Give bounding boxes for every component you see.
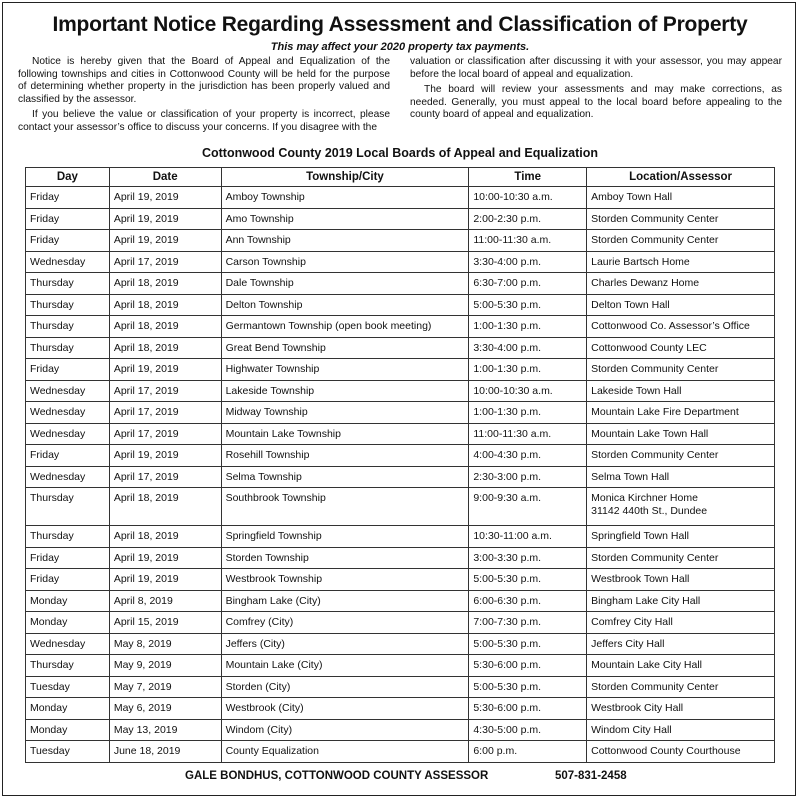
cell-township: Mountain Lake Township	[221, 423, 469, 445]
cell-time: 5:00-5:30 p.m.	[469, 294, 587, 316]
cell-date: May 7, 2019	[109, 676, 221, 698]
cell-date: April 15, 2019	[109, 612, 221, 634]
cell-location: Amboy Town Hall	[587, 187, 775, 209]
cell-township: Lakeside Township	[221, 380, 469, 402]
table-row	[26, 676, 775, 698]
cell-township: Jeffers (City)	[221, 633, 469, 655]
cell-township: Selma Township	[221, 466, 469, 488]
cell-day: Wednesday	[26, 251, 110, 273]
cell-location: Delton Town Hall	[587, 294, 775, 316]
cell-township: Rosehill Township	[221, 445, 469, 467]
cell-date: April 17, 2019	[109, 466, 221, 488]
cell-township: Storden (City)	[221, 676, 469, 698]
cell-location: Jeffers City Hall	[587, 633, 775, 655]
table-row	[26, 488, 775, 526]
cell-day: Wednesday	[26, 466, 110, 488]
table-row	[26, 402, 775, 424]
intro-right-column	[410, 56, 782, 125]
cell-date: April 18, 2019	[109, 526, 221, 548]
cell-date: April 17, 2019	[109, 402, 221, 424]
cell-date: April 8, 2019	[109, 590, 221, 612]
cell-township: Comfrey (City)	[221, 612, 469, 634]
cell-location: Storden Community Center	[587, 208, 775, 230]
cell-day: Tuesday	[26, 741, 110, 763]
cell-location: Cottonwood Co. Assessor’s Office	[587, 316, 775, 338]
table-row	[26, 719, 775, 741]
cell-day: Friday	[26, 230, 110, 252]
cell-location: Laurie Bartsch Home	[587, 251, 775, 273]
table-row	[26, 187, 775, 209]
cell-location: Westbrook Town Hall	[587, 569, 775, 591]
location-address: 31142 440th St., Dundee	[591, 505, 708, 517]
cell-day: Friday	[26, 547, 110, 569]
cell-day: Wednesday	[26, 633, 110, 655]
table-row	[26, 612, 775, 634]
cell-time: 9:00-9:30 a.m.	[469, 488, 587, 526]
cell-time: 11:00-11:30 a.m.	[469, 230, 587, 252]
cell-date: April 17, 2019	[109, 380, 221, 402]
table-row	[26, 423, 775, 445]
cell-location: Mountain Lake Town Hall	[587, 423, 775, 445]
header-time: Time	[469, 168, 587, 187]
cell-date: April 18, 2019	[109, 316, 221, 338]
cell-location: Lakeside Town Hall	[587, 380, 775, 402]
cell-location: Storden Community Center	[587, 676, 775, 698]
cell-location: Mountain Lake City Hall	[587, 655, 775, 677]
cell-time: 5:30-6:00 p.m.	[469, 698, 587, 720]
cell-day: Wednesday	[26, 380, 110, 402]
cell-time: 6:30-7:00 p.m.	[469, 273, 587, 295]
table-row	[26, 337, 775, 359]
cell-date: May 6, 2019	[109, 698, 221, 720]
cell-time: 5:30-6:00 p.m.	[469, 655, 587, 677]
table-row	[26, 316, 775, 338]
cell-day: Thursday	[26, 294, 110, 316]
cell-township: Dale Township	[221, 273, 469, 295]
cell-date: April 18, 2019	[109, 488, 221, 526]
table-row	[26, 230, 775, 252]
cell-day: Monday	[26, 698, 110, 720]
table-row	[26, 698, 775, 720]
cell-day: Thursday	[26, 273, 110, 295]
cell-location: Mountain Lake Fire Department	[587, 402, 775, 424]
cell-location: Springfield Town Hall	[587, 526, 775, 548]
cell-time: 3:30-4:00 p.m.	[469, 337, 587, 359]
cell-township: Midway Township	[221, 402, 469, 424]
cell-township: Westbrook (City)	[221, 698, 469, 720]
cell-date: May 8, 2019	[109, 633, 221, 655]
table-row	[26, 273, 775, 295]
table-row	[26, 526, 775, 548]
cell-day: Monday	[26, 590, 110, 612]
cell-location: Cottonwood County Courthouse	[587, 741, 775, 763]
cell-location: Cottonwood County LEC	[587, 337, 775, 359]
cell-time: 2:00-2:30 p.m.	[469, 208, 587, 230]
cell-time: 6:00-6:30 p.m.	[469, 590, 587, 612]
cell-day: Thursday	[26, 488, 110, 526]
cell-time: 10:00-10:30 a.m.	[469, 187, 587, 209]
cell-township: Highwater Township	[221, 359, 469, 381]
cell-date: June 18, 2019	[109, 741, 221, 763]
cell-time: 1:00-1:30 p.m.	[469, 402, 587, 424]
cell-time: 11:00-11:30 a.m.	[469, 423, 587, 445]
cell-time: 10:30-11:00 a.m.	[469, 526, 587, 548]
table-row	[26, 359, 775, 381]
cell-date: April 19, 2019	[109, 569, 221, 591]
cell-township: Great Bend Township	[221, 337, 469, 359]
cell-township: Germantown Township (open book meeting)	[221, 316, 469, 338]
cell-location: Selma Town Hall	[587, 466, 775, 488]
cell-day: Friday	[26, 569, 110, 591]
cell-day: Thursday	[26, 655, 110, 677]
cell-township: Windom (City)	[221, 719, 469, 741]
cell-day: Friday	[26, 208, 110, 230]
cell-day: Wednesday	[26, 402, 110, 424]
cell-location: Storden Community Center	[587, 445, 775, 467]
cell-township: Ann Township	[221, 230, 469, 252]
cell-date: April 18, 2019	[109, 294, 221, 316]
cell-township: Mountain Lake (City)	[221, 655, 469, 677]
cell-day: Friday	[26, 445, 110, 467]
notice-subtitle: This may affect your 2020 property tax payments.	[270, 41, 530, 53]
cell-township: Carson Township	[221, 251, 469, 273]
table-row	[26, 466, 775, 488]
cell-date: April 19, 2019	[109, 208, 221, 230]
cell-location: Windom City Hall	[587, 719, 775, 741]
cell-time: 6:00 p.m.	[469, 741, 587, 763]
table-row	[26, 547, 775, 569]
cell-location: Westbrook City Hall	[587, 698, 775, 720]
cell-time: 7:00-7:30 p.m.	[469, 612, 587, 634]
table-row	[26, 590, 775, 612]
table-title: Cottonwood County 2019 Local Boards of Appeal and Equalization	[201, 146, 599, 160]
cell-time: 3:30-4:00 p.m.	[469, 251, 587, 273]
cell-location: Comfrey City Hall	[587, 612, 775, 634]
schedule-body	[26, 187, 775, 763]
cell-time: 4:30-5:00 p.m.	[469, 719, 587, 741]
cell-township: Springfield Township	[221, 526, 469, 548]
cell-location	[587, 488, 775, 526]
cell-time: 5:00-5:30 p.m.	[469, 569, 587, 591]
cell-township: Westbrook Township	[221, 569, 469, 591]
table-row	[26, 380, 775, 402]
cell-time: 4:00-4:30 p.m.	[469, 445, 587, 467]
cell-date: May 9, 2019	[109, 655, 221, 677]
cell-location: Storden Community Center	[587, 359, 775, 381]
cell-date: April 19, 2019	[109, 359, 221, 381]
cell-township: Storden Township	[221, 547, 469, 569]
header-location: Location/Assessor	[587, 168, 775, 187]
cell-time: 10:00-10:30 a.m.	[469, 380, 587, 402]
intro-paragraph: If you believe the value or classification of your property is incorrect, please contact your assessor’s office to discuss your concerns. If you disagree with the	[18, 109, 390, 133]
cell-date: April 18, 2019	[109, 337, 221, 359]
cell-location: Charles Dewanz Home	[587, 273, 775, 295]
intro-left-column	[18, 56, 390, 138]
cell-time: 2:30-3:00 p.m.	[469, 466, 587, 488]
cell-day: Monday	[26, 612, 110, 634]
cell-date: April 19, 2019	[109, 547, 221, 569]
assessor-phone: 507-831-2458	[555, 770, 627, 782]
cell-time: 1:00-1:30 p.m.	[469, 316, 587, 338]
location-name: Monica Kirchner Home	[591, 492, 698, 504]
header-day: Day	[26, 168, 110, 187]
table-row	[26, 251, 775, 273]
cell-day: Thursday	[26, 526, 110, 548]
cell-date: May 13, 2019	[109, 719, 221, 741]
cell-date: April 19, 2019	[109, 187, 221, 209]
cell-township: County Equalization	[221, 741, 469, 763]
cell-township: Amo Township	[221, 208, 469, 230]
intro-paragraph: The board will review your assessments and may make corrections, as needed. Generally, you must appeal to the local board before appealing to the county board of appeal and equalization.	[410, 84, 782, 121]
cell-time: 5:00-5:30 p.m.	[469, 676, 587, 698]
cell-day: Thursday	[26, 316, 110, 338]
table-row	[26, 633, 775, 655]
cell-day: Friday	[26, 359, 110, 381]
cell-day: Tuesday	[26, 676, 110, 698]
table-row	[26, 655, 775, 677]
cell-day: Thursday	[26, 337, 110, 359]
intro-paragraph: Notice is hereby given that the Board of Appeal and Equalization of the following townships and cities in Cottonwood County will be held for the purpose of determining whether property in the jurisdiction has been properly valued and classified by the assessor.	[18, 56, 390, 105]
table-row	[26, 569, 775, 591]
table-header-row	[26, 168, 775, 187]
cell-township: Bingham Lake (City)	[221, 590, 469, 612]
cell-location: Storden Community Center	[587, 230, 775, 252]
schedule-table	[25, 167, 775, 763]
cell-time: 5:00-5:30 p.m.	[469, 633, 587, 655]
cell-date: April 17, 2019	[109, 251, 221, 273]
cell-date: April 19, 2019	[109, 230, 221, 252]
cell-date: April 17, 2019	[109, 423, 221, 445]
cell-day: Monday	[26, 719, 110, 741]
notice-title: Important Notice Regarding Assessment and Classification of Property	[52, 13, 748, 36]
cell-location: Storden Community Center	[587, 547, 775, 569]
table-row	[26, 741, 775, 763]
cell-date: April 19, 2019	[109, 445, 221, 467]
cell-time: 3:00-3:30 p.m.	[469, 547, 587, 569]
assessor-name: GALE BONDHUS, COTTONWOOD COUNTY ASSESSOR	[185, 770, 489, 782]
cell-township: Southbrook Township	[221, 488, 469, 526]
cell-township: Delton Township	[221, 294, 469, 316]
cell-day: Friday	[26, 187, 110, 209]
table-row	[26, 445, 775, 467]
cell-day: Wednesday	[26, 423, 110, 445]
cell-time: 1:00-1:30 p.m.	[469, 359, 587, 381]
cell-township: Amboy Township	[221, 187, 469, 209]
header-township: Township/City	[221, 168, 469, 187]
table-row	[26, 294, 775, 316]
header-date: Date	[109, 168, 221, 187]
intro-paragraph: valuation or classification after discussing it with your assessor, you may appear before the local board of appeal and equalization.	[410, 56, 782, 80]
cell-location: Bingham Lake City Hall	[587, 590, 775, 612]
table-row	[26, 208, 775, 230]
cell-date: April 18, 2019	[109, 273, 221, 295]
